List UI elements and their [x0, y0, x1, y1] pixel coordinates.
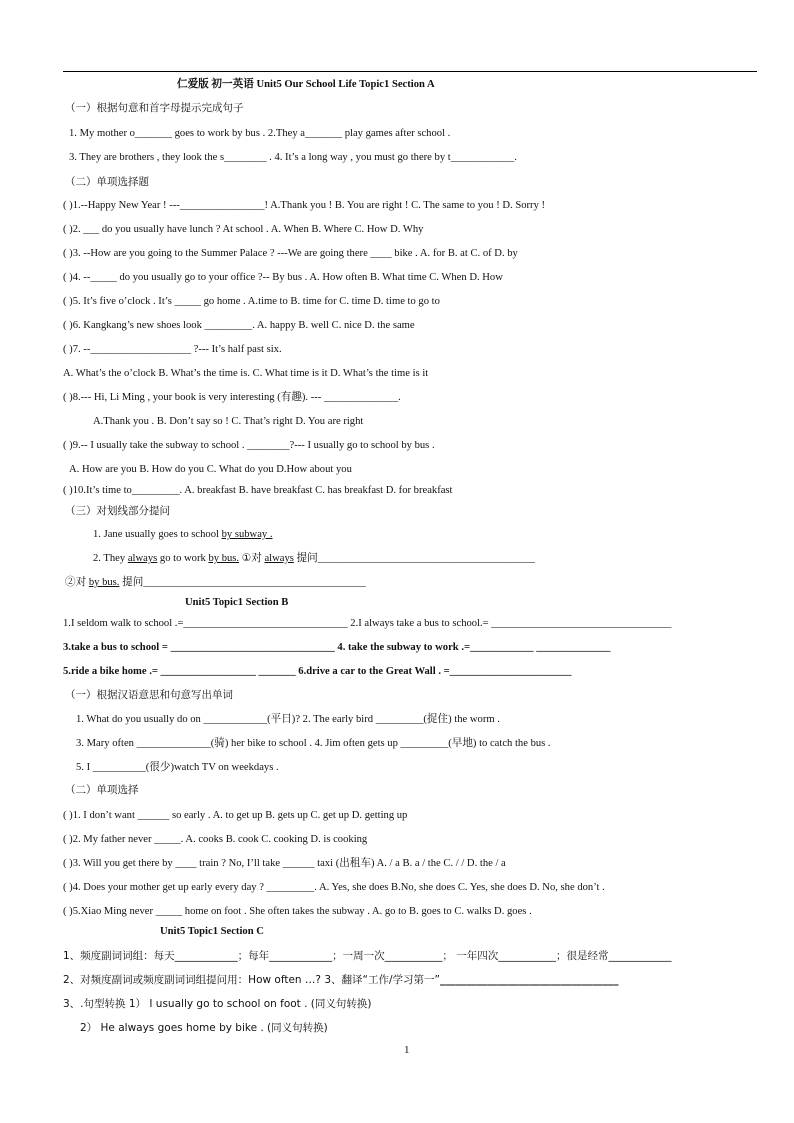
section-a-heading-2: （二）单项选择题: [65, 176, 149, 188]
choice-question-5: ( )5. It’s five o’clock . It’s _____ go home . A.time to B. time for C. time D. time to go to: [63, 296, 440, 307]
word-line-3: 3. Mary often ______________(骑) her bike to school . 4. Jim often gets up _________(早地) to catch the bus .: [76, 738, 551, 749]
sentence-text: ①对: [239, 553, 265, 564]
choice-options-8: A.Thank you . B. Don’t say so ! C. That’s right D. You are right: [93, 416, 364, 427]
choice-question-10: ( )10.It’s time to_________. A. breakfast B. have breakfast C. has breakfast D. for breakfast: [63, 485, 453, 496]
underlined-phrase: by bus.: [88, 577, 120, 588]
answer-blank: __________________________________: [439, 974, 619, 986]
transform-line-2: 2） He always goes home by bike . (同义句转换): [80, 1022, 328, 1034]
section-c-title: Unit5 Topic1 Section C: [160, 926, 264, 937]
choice-question-6: ( )6. Kangkang’s new shoes look _________. A. happy B. well C. nice D. the same: [63, 320, 415, 331]
sentence-text: 提问_________________________________________: [293, 553, 535, 564]
choice-question-b2: ( )2. My father never _____. A. cooks B. cook C. cooking D. is cooking: [63, 834, 368, 845]
sentence-text: go to work: [157, 553, 209, 564]
choice-question-7: ( )7. --___________________ ?--- It’s half past six.: [63, 344, 282, 355]
choice-question-b5: ( )5.Xiao Ming never _____ home on foot . She often takes the subway . A. go to B. goes to C. walks D. goes .: [63, 906, 532, 917]
choice-question-3: ( )3. --How are you going to the Summer Palace ? ---We are going there ____ bike . A. for B. at C. of D. by: [63, 248, 518, 259]
choice-question-9: ( )9.-- I usually take the subway to school . ________?--- I usually go to school by bus .: [63, 440, 435, 451]
underlined-phrase: always: [264, 553, 294, 564]
section-a-heading-1: （一）根据句意和首字母提示完成句子: [65, 102, 244, 114]
choice-question-8: ( )8.--- Hi, Li Ming , your book is very interesting (有趣). --- ______________.: [63, 392, 401, 403]
underlined-phrase: by subway .: [221, 529, 273, 540]
choice-question-b4: ( )4. Does your mother get up early every day ? _________. A. Yes, she does B.No, she does C. Yes, she does D. No, she don’t .: [63, 882, 605, 893]
sentence-text: 1. Jane usually goes to school: [93, 529, 222, 540]
fill-in-line-1: 1. My mother o_______ goes to work by bus . 2.They a_______ play games after school .: [69, 128, 451, 139]
choice-question-2: ( )2. ___ do you usually have lunch ? At school . A. When B. Where C. How D. Why: [63, 224, 424, 235]
section-b-title: Unit5 Topic1 Section B: [185, 597, 289, 608]
page-number: 1: [404, 1044, 410, 1056]
choice-options-7: A. What’s the o’clock B. What’s the time is. C. What time is it D. What’s the time is it: [63, 368, 429, 379]
fill-in-line-2: 3. They are brothers , they look the s________ . 4. It’s a long way , you must go there by t____________.: [69, 152, 517, 163]
choice-options-9: A. How are you B. How do you C. What do you D.How about you: [69, 464, 352, 475]
sentence-text: ②对: [65, 577, 89, 588]
question-line-often: [63, 973, 618, 987]
section-b-heading-1: （一）根据汉语意思和句意写出单词: [65, 689, 233, 701]
underlined-phrase: always: [127, 553, 158, 564]
word-line-1: 1. What do you usually do on ____________(平日)? 2. The early bird _________(捉住) the worm .: [76, 714, 500, 725]
choice-question-b3: ( )3. Will you get there by ____ train ? No, I’ll take ______ taxi (出租车) A. / a B. a / the C. / / D. the / a: [63, 858, 506, 869]
choice-question-1: ( )1.--Happy New Year ! ---________________! A.Thank you ! B. You are right ! C. The same to you ! D. Sorry !: [63, 200, 546, 211]
question-line-3: [65, 576, 366, 590]
choice-question-4: ( )4. --_____ do you usually go to your office ?-- By bus . A. How often B. What time C. When D. How: [63, 272, 503, 283]
word-line-5: 5. I __________(很少)watch TV on weekdays .: [76, 762, 279, 773]
underlined-phrase: by bus.: [208, 553, 240, 564]
phrase-line-5: 5.ride a bike home .= __________________ _______ 6.drive a car to the Great Wall . =_______________________: [63, 666, 572, 677]
phrase-line-1: 1.I seldom walk to school .=_______________________________ 2.I always take a bus to school.= __________________________________: [63, 618, 672, 629]
sentence-text: 2、对频度副词或频度副词词组提问用：How often …? 3、翻译“工作/学习第一”: [63, 974, 440, 986]
question-line-2: [93, 552, 535, 566]
phrase-line-3: 3.take a bus to school = _______________________________ 4. take the subway to work .=____________ ______________: [63, 642, 611, 653]
section-a-heading-3: （三）对划线部分提问: [65, 505, 170, 517]
sentence-text: 2. They: [93, 553, 128, 564]
choice-question-b1: ( )1. I don’t want ______ so early . A. to get up B. gets up C. get up D. getting up: [63, 810, 408, 821]
worksheet-header: 仁爱版 初一英语 Unit5 Our School Life Topic1 Section A: [177, 79, 435, 90]
sentence-text: 提问__________________________________________: [119, 577, 366, 588]
header-rule: [63, 71, 757, 72]
transform-line-1: 3、.句型转换 1） I usually go to school on foot . (同义句转换): [63, 998, 372, 1010]
section-b-heading-2: （二）单项选择: [65, 784, 139, 796]
question-line-1: [93, 528, 273, 542]
adverb-phrase-line: 1、频度副词词组：每天____________；每年____________；一周一次___________； 一年四次___________；很是经常____________: [63, 950, 672, 962]
